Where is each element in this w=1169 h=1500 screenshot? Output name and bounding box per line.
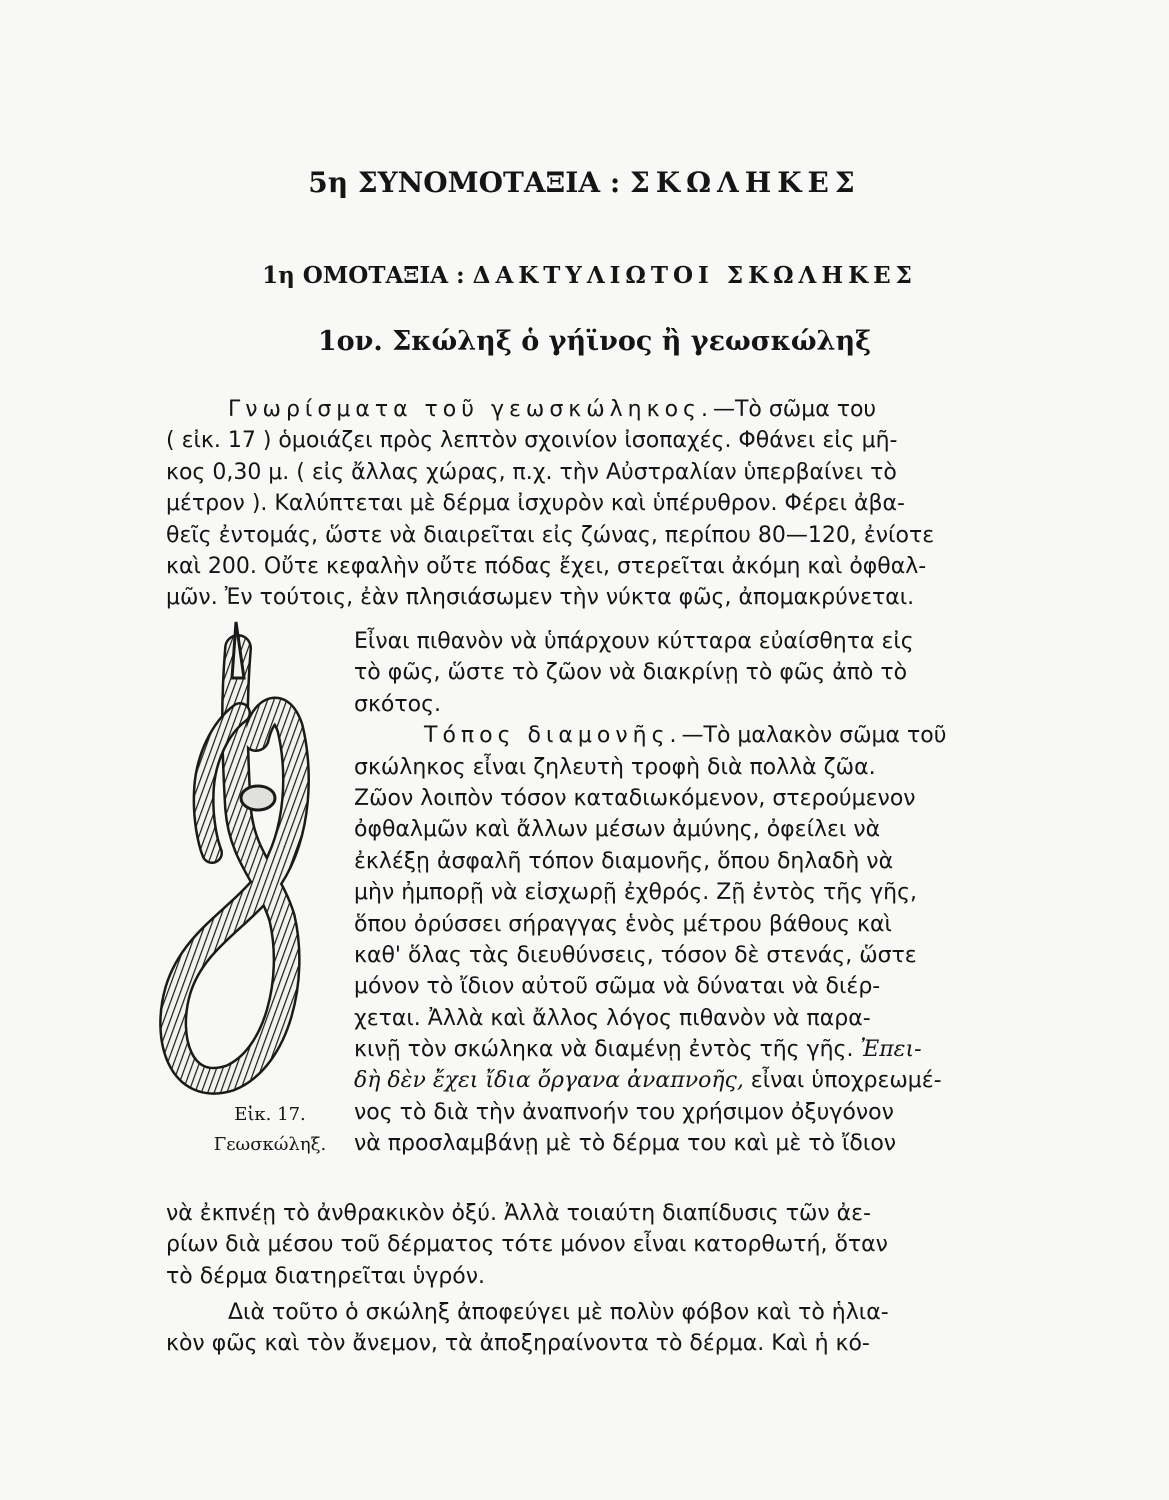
text-line: νὰ προσλαμβάνῃ μὲ τὸ δέρμα του καὶ μὲ τὸ ἴδιον <box>354 1131 897 1157</box>
figure-label: Εἰκ. 17. <box>234 1104 306 1125</box>
text-line: τὸ δέρμα διατηρεῖται ὑγρόν. <box>166 1263 486 1289</box>
text-line: ( εἰκ. 17 ) ὁμοιάζει πρὸς λεπτὸν σχοινίον ἰσοπαχές. Φθάνει εἰς μῆ- <box>166 428 898 454</box>
phylum-prefix: 5η ΣΥΝΟΜΟΤΑΞΙΑ : <box>308 166 621 199</box>
text-line: θεῖς ἐντομάς, ὥστε νὰ διαιρεῖται εἰς ζώνας, περίπου 80—120, ἐνίοτε <box>166 522 935 548</box>
text-line: κος 0,30 μ. ( εἰς ἄλλας χώρας, π.χ. τὴν Αὐστραλίαν ὑπερβαίνει τὸ <box>166 459 897 485</box>
paragraph-avoidance <box>166 1297 1042 1360</box>
text-line: μὴν ἠμπορῇ νὰ εἰσχωρῇ ἐχθρός. Ζῇ ἐντὸς τῆς γῆς, <box>354 880 918 906</box>
text-line: ἐκλέξῃ ἀσφαλῆ τόπον διαμονῆς, ὅπου δηλαδὴ νὰ <box>354 848 894 874</box>
phylum-name: ΣΚΩΛΗΚΕΣ <box>629 166 861 199</box>
class-name: ΔΑΚΤΥΛΙΩΤΟΙ ΣΚΩΛΗΚΕΣ <box>472 262 917 289</box>
text-line: ὀφθαλμῶν καὶ ἄλλων μέσων ἀμύνης, ὀφείλει νὰ <box>354 817 881 843</box>
section-lead-characteristics: Γνωρίσματα τοῦ γεωσκώληκος. <box>228 397 713 422</box>
text-line: Διὰ τοῦτο ὁ σκώληξ ἀποφεύγει μὲ πολὺν φόβον καὶ τὸ ἡλια- <box>228 1300 889 1325</box>
section-lead-habitat: Τόπος διαμονῆς. <box>424 723 682 749</box>
text-line: μῶν. Ἐν τούτοις, ἐὰν πλησιάσωμεν τὴν νύκτα φῶς, ἀπομακρύνεται. <box>166 585 915 611</box>
text-line: σκώληκος εἶναι ζηλευτὴ τροφὴ διὰ πολλὰ ζῶα. <box>354 754 876 780</box>
species-heading: 1ον. Σκώληξ ὁ γήϊνος ἢ γεωσκώληξ <box>317 326 872 357</box>
text-fragment: —Τὸ σῶμα του <box>712 397 877 422</box>
italic-text: δὴ δὲν ἔχει ἴδια ὄργανα ἀναπνοῆς, <box>354 1068 744 1094</box>
text-line: κὸν φῶς καὶ τὸν ἄνεμον, τὰ ἀποξηραίνοντα τὸ δέρμα. Καὶ ἡ κό- <box>166 1331 870 1357</box>
text-line: τὸ φῶς, ὥστε τὸ ζῶον νὰ διακρίνῃ τὸ φῶς ἀπὸ τὸ <box>354 660 908 686</box>
text-fragment: κινῇ τὸν σκώληκα νὰ διαμένῃ ἐντὸς τῆς γῆς. <box>354 1037 854 1063</box>
text-line: Ζῶον λοιπὸν τόσον καταδιωκόμενον, στερούμενον <box>354 785 916 811</box>
text-line: καὶ 200. Οὔτε κεφαλὴν οὔτε πόδας ἔχει, στερεῖται ἀκόμη καὶ ὀφθαλ- <box>166 553 927 579</box>
phylum-heading <box>0 166 1169 199</box>
italic-text: Ἐπει- <box>860 1037 922 1063</box>
class-heading <box>0 262 1169 289</box>
text-line <box>354 1034 1042 1065</box>
text-line: μέτρον ). Καλύπτεται μὲ δέρμα ἰσχυρὸν καὶ ὑπέρυθρον. Φέρει ἀβα- <box>166 491 905 517</box>
paragraph-respiration <box>166 1198 1042 1292</box>
text-line: ρίων διὰ μέσου τοῦ δέρματος τότε μόνον εἶναι κατορθωτή, ὅταν <box>166 1232 888 1258</box>
text-line: χεται. Ἀλλὰ καὶ ἄλλος λόγος πιθανὸν νὰ παρα- <box>354 1005 871 1031</box>
text-line: μόνον τὸ ἴδιον αὐτοῦ σῶμα νὰ δύναται νὰ διέρ- <box>354 974 881 1000</box>
text-fragment: εἶναι ὑποχρεωμέ- <box>743 1068 942 1094</box>
text-line: σκότος. <box>354 691 441 717</box>
text-line <box>354 1065 1042 1096</box>
paragraph-characteristics <box>166 394 1042 614</box>
text-line <box>166 394 1042 425</box>
text-fragment: —Τὸ μαλακὸν σῶμα τοῦ <box>681 723 947 749</box>
earthworm-illustration <box>150 618 310 1108</box>
text-line: ὅπου ὀρύσσει σήραγγας ἑνὸς μέτρου βάθους καὶ <box>354 911 892 937</box>
text-line: νὰ ἐκπνέῃ τὸ ἀνθρακικὸν ὀξύ. Ἀλλὰ τοιαύτη διαπίδυσις τῶν ἀε- <box>166 1201 871 1226</box>
paragraph-habitat <box>354 626 1042 1160</box>
text-line <box>354 720 1042 751</box>
figure-caption: Γεωσκώληξ. <box>213 1134 327 1155</box>
class-prefix: 1η ΟΜΟΤΑΞΙΑ : <box>262 262 465 289</box>
text-line: νος τὸ διὰ τὴν ἀναπνοήν του χρήσιμον ὀξυγόνον <box>354 1099 894 1125</box>
text-line: Εἶναι πιθανὸν νὰ ὑπάρχουν κύτταρα εὐαίσθητα εἰς <box>354 629 914 654</box>
text-line: καθ' ὅλας τὰς διευθύνσεις, τόσον δὲ στενάς, ὥστε <box>354 942 917 968</box>
